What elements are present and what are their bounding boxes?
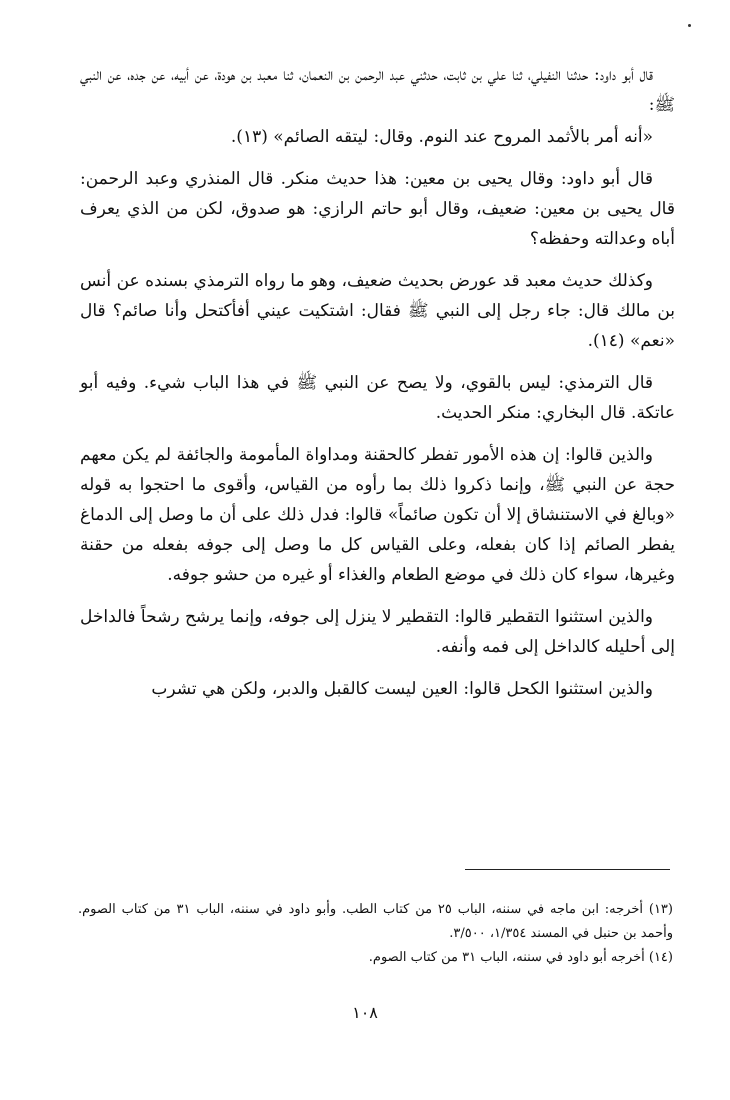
footnote-13: (١٣) أخرجه: ابن ماجه في سننه، الباب ٢٥ من كتاب الطب. وأبو داود في سننه، الباب ٣١ من كتاب الصوم. وأحمد بن حنبل في المسند ١/٣٥٤، ٣/٥٠٠. xyxy=(78,902,673,941)
scan-speck xyxy=(688,24,691,27)
paragraph-4: وكذلك حديث معبد قد عورض بحديث ضعيف، وهو ما رواه الترمذي بسنده عن أنس بن مالك قال: جاء رجل إلى النبي ﷺ فقال: اشتكيت عيني أفأكتحل وأنا صائم؟ قال «نعم» (١٤). xyxy=(80,271,675,351)
paragraph-6: والذين قالوا: إن هذه الأمور تفطر كالحقنة ومداواة المأمومة والجائفة لم يكن معهم حجة عن النبي ﷺ، وإنما ذكروا ذلك بما رأوه من القياس، وأقوى ما احتجوا به قوله «وبالغ في الاستنشاق إلا أن تكون صائماً» قالوا: فدل ذلك على أن ما وصل إلى الدماغ يفطر الصائم إذا كان بفعله، وعلى القياس كل ما وصل إلى جوفه بفعله من حقنة وغيرها، سواء كان ذلك في موضع الطعام والغذاء أو غيره من حشو جوفه. xyxy=(80,445,675,585)
page-number: ١٠٨ xyxy=(352,1003,378,1022)
footnote-separator xyxy=(465,869,670,870)
paragraph-7: والذين استثنوا التقطير قالوا: التقطير لا ينزل إلى جوفه، وإنما يرشح رشحاً فالداخل إلى أحليله كالداخل إلى فمه وأنفه. xyxy=(80,607,675,657)
paragraph-2: «أنه أمر بالأثمد المروح عند النوم. وقال: ليتقه الصائم» (١٣). xyxy=(230,127,653,147)
paragraph-8: والذين استثنوا الكحل قالوا: العين ليست كالقبل والدبر، ولكن هي تشرب xyxy=(151,679,653,699)
paragraph-5: قال الترمذي: ليس بالقوي، ولا يصح عن النبي ﷺ في هذا الباب شيء. وفيه أبو عاتكة. قال البخاري: منكر الحديث. xyxy=(80,373,675,423)
main-text xyxy=(80,60,675,704)
footnote-14: (١٤) أخرجه أبو داود في سننه، الباب ٣١ من كتاب الصوم. xyxy=(368,950,673,965)
paragraph-1: قال أبو داود: حدثنا النفيلي، ثنا علي بن ثابت، حدثني عبد الرحمن بن النعمان، ثنا معبد بن هودة، عن أبيه، عن جده، عن النبي ﷺ: xyxy=(80,65,675,115)
paragraph-3: قال أبو داود: وقال يحيى بن معين: هذا حديث منكر. قال المنذري وعبد الرحمن: قال يحيى بن معين: ضعيف، وقال أبو حاتم الرازي: هو صدوق، لكن من الذي يعرف أباه وعدالته وحفظه؟ xyxy=(80,169,675,249)
footnotes xyxy=(78,898,673,970)
